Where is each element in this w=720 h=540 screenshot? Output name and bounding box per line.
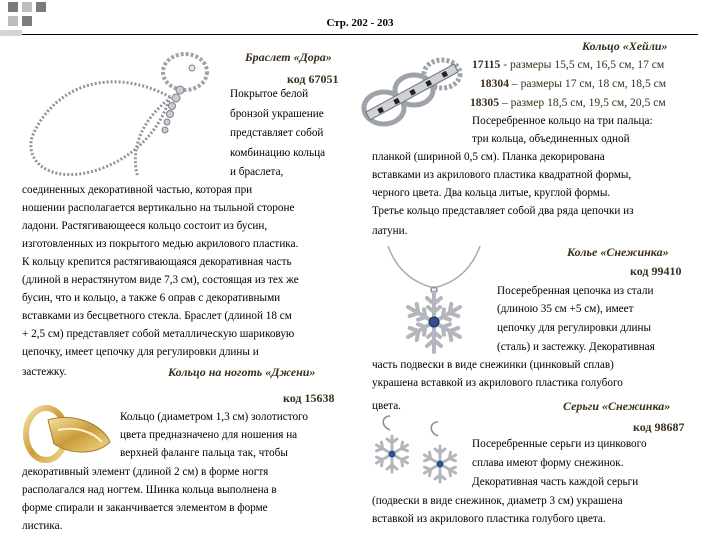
text-line: соединенных декоративной частью, которая при bbox=[22, 184, 253, 196]
size-code: 18305 bbox=[470, 96, 499, 109]
size-text: - размеры 15,5 см, 16,5 см, 17 см bbox=[500, 58, 665, 71]
text-line: Третье кольцо представляет собой два ряда цепочки из bbox=[372, 205, 634, 217]
text-line: латуни. bbox=[372, 225, 408, 237]
text-line: цепочку, имеет цепочку для регулировки длины и bbox=[22, 346, 259, 358]
necklace-code: код 99410 bbox=[630, 264, 682, 278]
nail-ring-image bbox=[18, 394, 118, 472]
text-line: изготовленных из покрытого медью акрилового пластика. bbox=[22, 238, 299, 250]
text-line: цепочку для регулировки длины bbox=[497, 322, 652, 334]
ring-image bbox=[354, 50, 466, 142]
bracelet-title: Браслет «Дора» bbox=[245, 50, 332, 64]
snowflake-earrings-image bbox=[368, 412, 468, 494]
text-line: ладони. Растягивающееся кольцо состоит из бусин, bbox=[22, 220, 268, 232]
text-line: Покрытое белой bbox=[230, 88, 309, 100]
text-line: вставкой из акрилового пластика голубого цвета. bbox=[372, 513, 606, 525]
text-line: ношении располагается вертикально на тыльной стороне bbox=[22, 202, 295, 214]
size-line bbox=[470, 94, 666, 112]
text-line: (сталь) и застежку. Декоративная bbox=[497, 341, 655, 353]
text-line: часть подвески в виде снежинки (цинковый сплав) bbox=[372, 359, 614, 371]
text-line: (подвески в виде снежинок, диаметр 3 см) украшена bbox=[372, 495, 623, 507]
text-line: украшена вставкой из акрилового пластика голубого bbox=[372, 377, 623, 389]
bracelet-code: код 67051 bbox=[287, 72, 339, 86]
text-line: Посеребренные серьги из цинкового bbox=[472, 438, 647, 450]
ring-title: Кольцо «Хейли» bbox=[582, 39, 668, 53]
text-line: застежку. bbox=[22, 366, 67, 378]
text-line: комбинацию кольца bbox=[230, 147, 326, 159]
size-code: 17115 bbox=[472, 58, 501, 71]
text-line: цвета. bbox=[372, 400, 401, 412]
text-line: форме спирали и заканчивается элементом в форме bbox=[22, 502, 268, 514]
text-line: черного цвета. Два кольца литые, круглой формы. bbox=[372, 187, 611, 199]
text-line: сплава имеют форму снежинок. bbox=[472, 457, 624, 469]
bracelet-image bbox=[20, 42, 225, 187]
text-line: планкой (шириной 0,5 см). Планка декорирована bbox=[372, 151, 605, 163]
size-line bbox=[480, 75, 666, 93]
text-line: декоративный элемент (длиной 2 см) в форме ногтя bbox=[22, 466, 269, 478]
page-number: Стр. 202 - 203 bbox=[326, 17, 394, 29]
size-code: 18304 bbox=[480, 77, 509, 90]
text-line: + 2,5 см) представляет собой металлическую шариковую bbox=[22, 328, 295, 340]
text-line: бронзой украшение bbox=[230, 108, 324, 120]
earrings-code: код 98687 bbox=[633, 420, 685, 434]
nail-ring-title: Кольцо на ноготь «Джени» bbox=[168, 365, 316, 379]
header-divider bbox=[22, 34, 698, 35]
text-line: Декоративная часть каждой серьги bbox=[472, 476, 639, 488]
text-line: К кольцу крепится растягивающаяся декоративная часть bbox=[22, 256, 292, 268]
snowflake-necklace-image bbox=[378, 244, 490, 356]
text-line: и браслета, bbox=[230, 166, 284, 178]
text-line: листика. bbox=[22, 520, 63, 532]
text-line: Кольцо (диаметром 1,3 см) золотистого bbox=[120, 411, 308, 423]
text-line: Посеребренная цепочка из стали bbox=[497, 285, 654, 297]
text-line: Посеребренное кольцо на три пальца: bbox=[472, 115, 653, 127]
text-line: располагался над ногтем. Шинка кольца выполнена в bbox=[22, 484, 277, 496]
nail-ring-code: код 15638 bbox=[283, 391, 335, 405]
text-line: (длиною 35 см +5 см), имеет bbox=[497, 303, 634, 315]
text-line: верхней фаланге пальца так, чтобы bbox=[120, 447, 288, 459]
earrings-title: Серьги «Снежинка» bbox=[563, 399, 671, 413]
text-line: вставками из акрилового пластика квадратной формы, bbox=[372, 169, 632, 181]
size-line bbox=[472, 56, 664, 74]
text-line: представляет собой bbox=[230, 127, 324, 139]
text-line: цвета предназначено для ношения на bbox=[120, 429, 298, 441]
text-line: (длиной в нерастянутом виде 7,3 см), состоящая из тех же bbox=[22, 274, 299, 286]
size-text: – размеры 17 см, 18 см, 18,5 см bbox=[508, 77, 667, 90]
text-line: три кольца, объединенных одной bbox=[472, 133, 630, 145]
necklace-title: Колье «Снежинка» bbox=[567, 245, 669, 259]
text-line: бусин, что и кольцо, а также 6 оправ с декоративными bbox=[22, 292, 281, 304]
size-text: – размер 18,5 см, 19,5 см, 20,5 см bbox=[498, 96, 666, 109]
text-line: вставками из бесцветного стекла. Браслет (длиной 18 см bbox=[22, 310, 292, 322]
